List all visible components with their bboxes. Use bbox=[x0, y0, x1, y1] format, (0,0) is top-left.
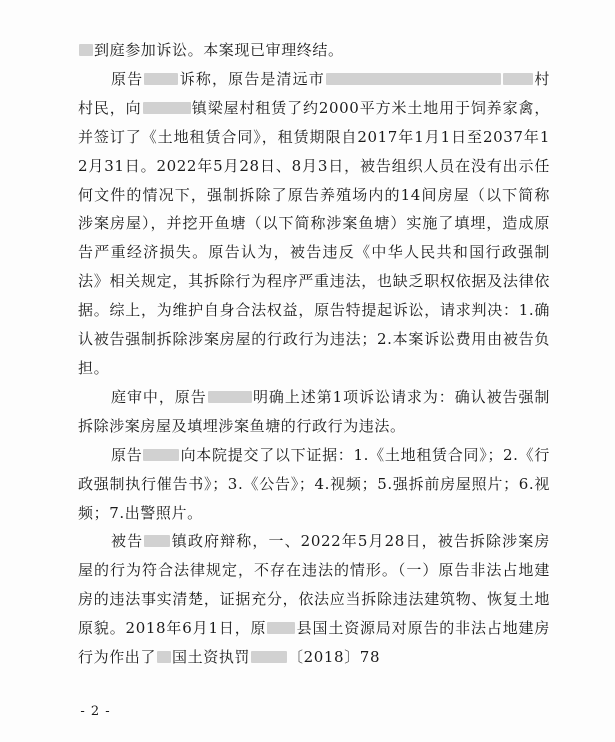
paragraph bbox=[78, 65, 550, 383]
redaction-block bbox=[143, 102, 191, 114]
redaction-block bbox=[144, 535, 170, 547]
paragraph bbox=[78, 527, 550, 672]
paragraph-text: 镇梁屋村租赁了约2000平方米土地用于饲养家禽，并签订了《土地租赁合同》，租赁期限自2017年1月1日至2037年12月31日。2022年5月28日、8月3日，被告组织人员在没有出示任何文件的情况下，强制拆除了原告养殖场内的14间房屋（以下简称涉案房屋），并挖开鱼塘（以下简称涉案鱼塘）实施了填埋，造成原告严重经济损失。原告认为，被告违反《中华人民共和国行政强制法》相关规定，其拆除行为程序严重违法，也缺乏职权依据及法律依据。综上，为维护自身合法权益，原告特提起诉讼，请求判决：1.确认被告强制拆除涉案房屋的行政行为违法；2.本案诉讼费用由被告负担。 bbox=[78, 98, 551, 377]
page-number bbox=[0, 704, 615, 719]
paragraph-text: 庭审中，原告 bbox=[111, 387, 207, 406]
document-body bbox=[78, 36, 550, 672]
paragraph-text: 诉称，原告是清远市 bbox=[179, 69, 325, 88]
paragraph bbox=[78, 36, 550, 65]
paragraph-text: 向本院提交了以下证据：1.《土地租赁合同》；2.《行政强制执行催告书》；3.《公告》；4.视频；5.强拆前房屋照片；6.视频；7.出警照片。 bbox=[78, 445, 550, 522]
redaction-block bbox=[251, 651, 287, 663]
paragraph-text: 村村民，向 bbox=[78, 69, 550, 117]
redaction-block bbox=[326, 73, 501, 85]
paragraph-text: 原告 bbox=[111, 445, 143, 464]
paragraph-text: 县国土资源局对原告的非法占地建房行为作出了 bbox=[78, 619, 550, 667]
redaction-block bbox=[79, 44, 93, 56]
redaction-block bbox=[144, 73, 178, 85]
paragraph-text: 原告 bbox=[111, 69, 144, 88]
paragraph bbox=[78, 441, 550, 528]
redaction-block bbox=[143, 449, 179, 461]
redaction-block bbox=[503, 73, 533, 85]
paragraph-text: 被告 bbox=[111, 532, 144, 551]
paragraph-text: 明确上述第1项诉讼请求为：确认被告强制拆除涉案房屋及填埋涉案鱼塘的行政行为违法。 bbox=[78, 387, 550, 435]
page-number-label: - 2 - bbox=[80, 704, 111, 719]
redaction-block bbox=[157, 651, 171, 663]
redaction-block bbox=[267, 622, 295, 634]
paragraph-text: 〔2018〕78 bbox=[288, 648, 381, 667]
paragraph-text: 镇政府辩称，一、2022年5月28日，被告拆除涉案房屋的行为符合法律规定，不存在违法的情形。（一）原告非法占地建房的违法事实清楚，证据充分，依法应当拆除违法建筑物、恢复土地原貌。2018年6月1日，原 bbox=[78, 532, 550, 638]
redaction-block bbox=[208, 391, 252, 403]
paragraph-text: 到庭参加诉讼。本案现已审理终结。 bbox=[94, 41, 344, 59]
paragraph-text: 国土资执罚 bbox=[172, 648, 251, 667]
paragraph bbox=[78, 383, 550, 441]
